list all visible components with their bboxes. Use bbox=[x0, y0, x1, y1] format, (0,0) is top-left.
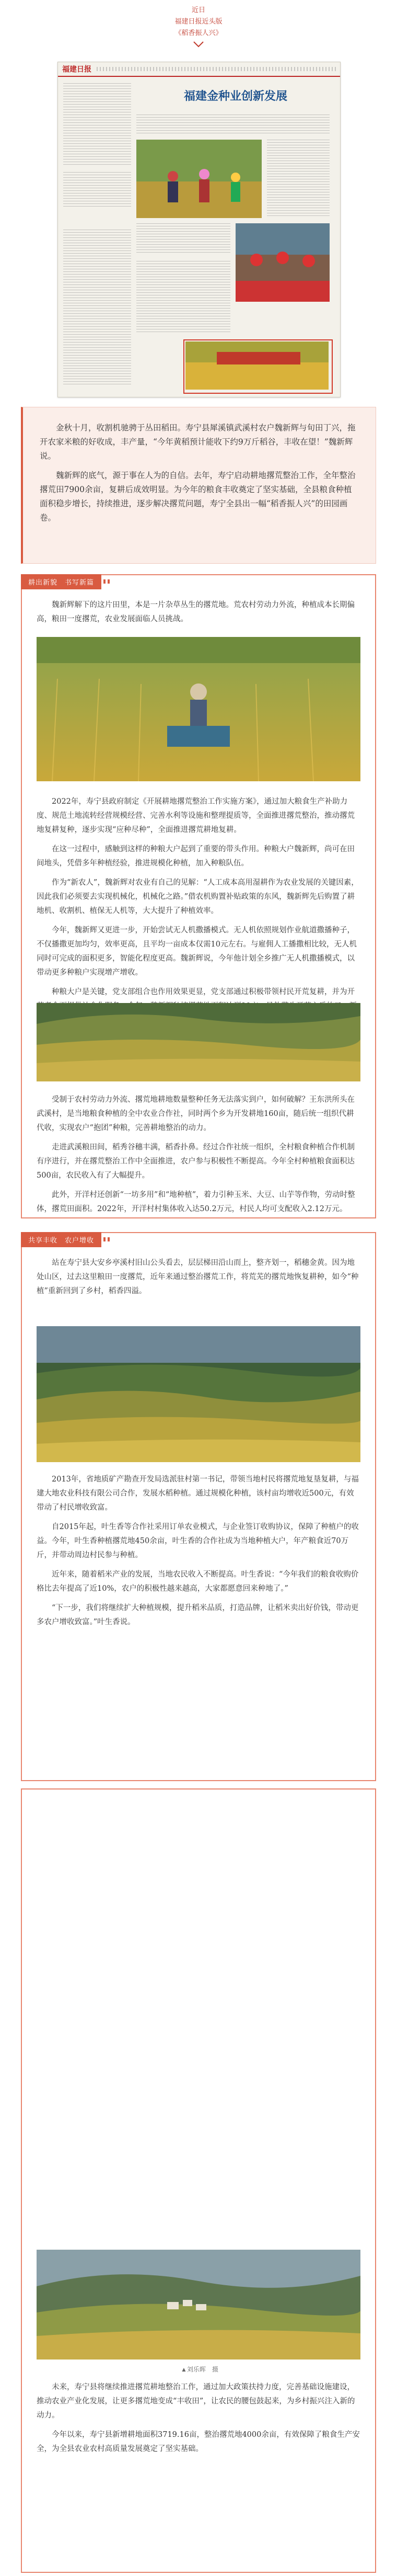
photo-village-aerial bbox=[37, 2250, 360, 2360]
section-text bbox=[37, 598, 360, 632]
paragraph: 2013年，省地质矿产勘查开发局选派驻村第一书记，带领当地村民将撂荒地复垦复耕，与福建大地农业科技有限公司合作，发展水稻种植。通过规模化种植，该村亩均增收近500元，有效带动了村民增收致富。 bbox=[37, 1475, 359, 1512]
chevron-down-icon bbox=[0, 41, 397, 50]
section-text bbox=[37, 795, 360, 1033]
section-tag: 耕出新貌 书写新篇 bbox=[21, 574, 101, 589]
highlight-box bbox=[183, 339, 333, 394]
newspaper-masthead bbox=[58, 62, 340, 77]
section-text bbox=[37, 2380, 360, 2461]
photo-terraced-fields bbox=[37, 1326, 360, 1462]
paragraph: 2022年，寿宁县政府制定《开展耕地撂荒整治工作实施方案》，通过加大粮食生产补助力度、规范土地流转经营规模经营、完善水利等设施和整理提质等，全面推进撂荒整治，推动撂荒地复耕复种，逐步实现“应种尽种”，全面推进撂荒耕地复耕。 bbox=[37, 797, 355, 834]
paragraph: 此外，开洋村还创新“一坊多用”和“地种植”，着力引种玉米、大豆、山芋等作物，劳动时整体，撂荒田面积。2022年，开洋村村集体收入达50.2万元，村民人均可支配收入2.12万元。 bbox=[37, 1191, 355, 1213]
paragraph: 种粮大户是关键，党支部组合也作用效果更显，党支部通过积极带领村民开荒复耕，并为开 bbox=[52, 988, 355, 996]
paragraph: 作为“新农人”，魏新辉对农业有自己的见解：“人工成本高用湿耕作为农业发展的关键因素，因此我们必须要去实现机械化，机械化之路。”借农机购置补贴政策的东风，魏新辉先后购置了耕地机、收割机、植保无人机等，大大提升了种植效率。 bbox=[37, 879, 359, 915]
header bbox=[0, 0, 397, 50]
header-line-2: 福建日报近头版 bbox=[174, 17, 223, 25]
paragraph: 走进武溪粮田间，稻秀谷穗丰满，稻香扑鼻。经过合作社统一组织，全村粮食种植合作机制有序进行，并在撂荒整治工作中全面推进，农户参与积极性不断提高。今年全村种植粮食面积达500亩，农民收入有了大幅提升。 bbox=[37, 1143, 355, 1180]
section-text bbox=[37, 1473, 360, 1635]
paragraph: 今年以来，寿宁县新增耕地面积3719.16亩，整治撂荒地4000余亩，有效保障了粮食生产安全，为全县农业农村高质量发展奠定了坚实基础。 bbox=[37, 2431, 360, 2453]
intro-paragraph: 魏新辉的底气，源于事在人为的自信。去年，寿宁启动耕地撂荒整治工作，全年整治撂荒田7900余亩，复耕后成效明显。为今年的粮食丰收奠定了坚实基础，全县粮食种植面积稳步增长，持续推进，逐步解决撂荒问题，寿宁全县出一幅“稻香振人兴”的田园画卷。 bbox=[40, 471, 356, 522]
photo-caption: ▲刘乐晖 摄 bbox=[181, 2366, 218, 2373]
paragraph: 自2015年起，叶生香等合作社采用订单农业模式，与企业签订收购协议，保障了种植户的收益。今年，叶生香种植撂荒地450余亩，叶生香的合作社成为当地种植大户，年产粮食近70万斤，并带动周边村民参与种植。 bbox=[37, 1523, 359, 1559]
section-text bbox=[37, 1256, 360, 1304]
paragraph: 未来，寿宁县将继续推进撂荒耕地整治工作，通过加大政策扶持力度，完善基础设施建设，推动农业产业化发展，让更多撂荒地变成“丰收田”，让农民的腰包鼓起来，为乡村振兴注入新的动力。 bbox=[37, 2383, 355, 2420]
section-tag: 共享丰收 农户增收 bbox=[21, 1232, 101, 1247]
section-text bbox=[37, 1093, 360, 1222]
newspaper-headline-block bbox=[136, 85, 335, 104]
newspaper-headline: 福建金种业创新发展 bbox=[183, 89, 287, 102]
paragraph: 受制于农村劳动力外流、撂荒地耕地数量整种任务无法落实到户，如何破解？王东洪所头在武溪村，是当地粮食种植的全中农业合作社，同时两个乡为开发耕地160亩，随后统一组织代耕代收，实现农户“抱团”种粮，完善耕地整治的动力。 bbox=[37, 1096, 355, 1132]
section-2 bbox=[21, 1232, 376, 1781]
header-line-3: 《稻香振人兴》 bbox=[174, 29, 223, 37]
photo-farmer-harvest bbox=[37, 637, 360, 781]
intro-paragraph: 金秋十月，收割机驰骋于丛田稻田。寿宁县犀溪镇武溪村农户魏新辉与旬田丁兴，拖开农家米粮的好收成，丰产量，“今年黄稻预计能收下约9万斤稻谷，丰收在望！”魏新辉说。 bbox=[40, 423, 356, 461]
section-3 bbox=[21, 1788, 376, 2573]
intro-box bbox=[21, 407, 376, 564]
paragraph: “下一步，我们将继续扩大种植规模，提升稻米品质，打造品牌，让稻米卖出好价钱，带动更多农户增收致富。”叶生香说。 bbox=[37, 1604, 359, 1626]
section-1 bbox=[21, 574, 376, 1218]
paragraph: 今年，魏新辉又更进一步，开始尝试无人机撒播模式。无人机依照规划作业航道撒播种子，不仅播撒更加均匀，效率更高，且平均一亩成本仅需10元左右。与雇佣人工播撒相比较，无人机同时可完成的面积更多，智能化程度更高。魏新辉说，今年他计划全乡推广无人机撒播模式，以带动更多种粮户实现增产增收。 bbox=[37, 926, 357, 977]
newspaper-logo: 福建日报 bbox=[62, 65, 91, 74]
newspaper-photo-right bbox=[236, 223, 330, 302]
header-line-1: 近日 bbox=[191, 6, 205, 14]
paragraph: 站在寿宁县大安乡亭溪村旧山公头看去，层层梯田沿山而上，整齐划一，稻穗金黄。因为地处山区，过去这里粮田一度撂荒，近年来通过整治撂荒工作，将荒芜的撂荒地恢复耕种，如今“种植”重新回到了乡村，稻香四溢。 bbox=[37, 1259, 359, 1295]
newspaper-front-page-image bbox=[57, 62, 341, 397]
paragraph: 近年来，随着稻米产业的发展，当地农民收入不断提高。叶生香说：“今年我们的粮食收购价格比去年提高了近10%，农户的积极性越来越高，大家都愿意回来种地了。” bbox=[37, 1570, 359, 1593]
paragraph: 魏新辉解下的这片田里，本是一片杂草丛生的撂荒地。荒农村劳动力外流，种植成本长期偏高，粮田一度撂荒，农业发展面临人员挑战。 bbox=[37, 601, 355, 623]
photo-rice-paddies bbox=[37, 1003, 360, 1081]
paragraph: 在这一过程中，感触到这样的种粮大户起到了重要的带头作用。种粮大户魏新辉，尚可在田间地头，凭借多年种植经验，推进规模化种植，加入种粮队伍。 bbox=[37, 845, 355, 868]
newspaper-photo-main bbox=[136, 140, 262, 218]
